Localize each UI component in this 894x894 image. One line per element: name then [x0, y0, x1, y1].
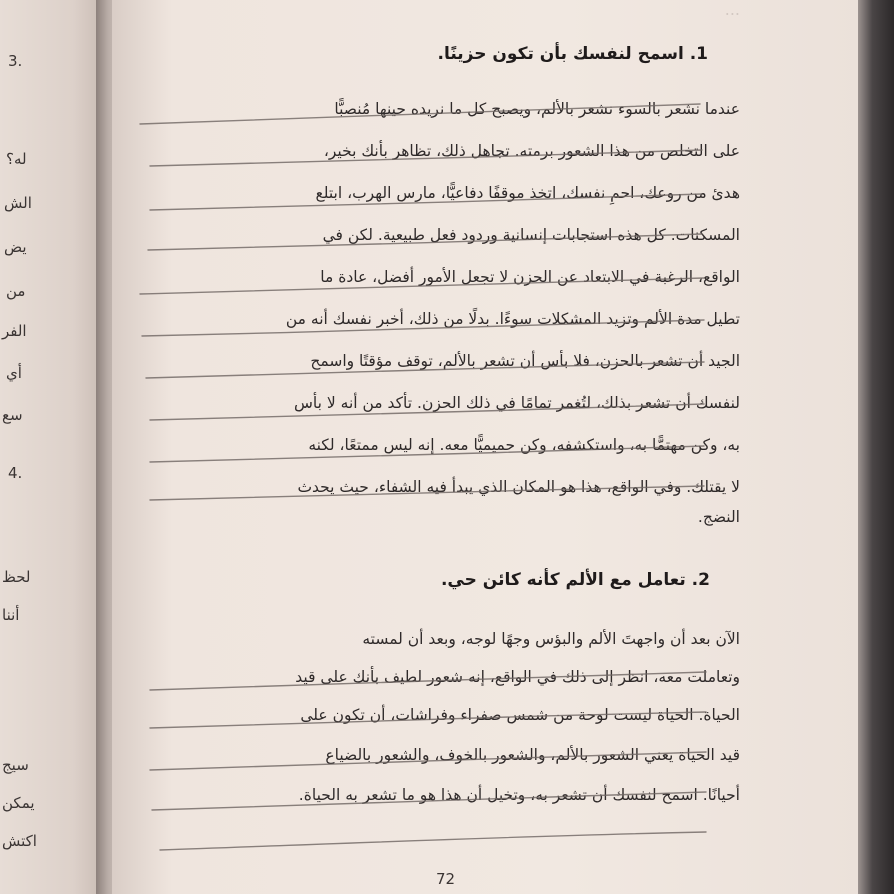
- left-fragment: من: [6, 282, 26, 300]
- left-fragment: أننا: [2, 606, 20, 624]
- section-1-line: عندما نشعر بالسوء نشعر بالألم، ويصبح كل ما نريده حينها مُنصبًّا: [334, 100, 740, 118]
- section-1-line: به، وكن مهتمًّا به، واستكشفه، وكن حميميًّا معه. إنه ليس ممتعًا، لكنه: [308, 436, 740, 454]
- section-1-line: تطيل مدة الألم وتزيد المشكلات سوءًا. بدلًا من ذلك، أخبر نفسك أنه من: [285, 310, 740, 328]
- page-edge: [858, 0, 894, 894]
- left-fragment: 4.: [8, 464, 23, 482]
- left-fragment: الش: [4, 194, 32, 212]
- left-fragment: يمكن: [2, 794, 35, 812]
- section-1-line: النضج.: [697, 508, 740, 526]
- section-2-line: أحيانًا. اسمح لنفسك أن تشعر به، وتخيل أن هذا هو ما تشعر به الحياة.: [298, 786, 740, 804]
- section-2-line: وتعاملت معه، انظر إلى ذلك في الواقع، إنه شعور لطيف بأنك على قيد: [295, 668, 740, 686]
- section-1-line: المسكنات. كل هذه استجابات إنسانية وردود فعل طبيعية. لكن في: [322, 226, 740, 244]
- section-1-heading: 1. اسمح لنفسك بأن تكون حزينًا.: [437, 44, 708, 64]
- section-1-line: هدئ من روعك، احمِ نفسك، اتخذ موقفًا دفاعيًّا، مارس الهرب، ابتلع: [315, 184, 740, 202]
- left-fragment: سع: [2, 406, 23, 424]
- left-fragment: 3.: [8, 52, 23, 70]
- left-fragment: الفر: [2, 322, 27, 340]
- left-fragment: سيج: [2, 756, 29, 774]
- left-fragment: اكتش: [2, 832, 37, 850]
- bleed-through-text: ...: [724, 0, 740, 19]
- section-2-line: الحياة. الحياة ليست لوحة من شمس صفراء وفراشات، أن تكون على: [300, 706, 740, 724]
- section-1-line: لا يقتلك. وفي الواقع، هذا هو المكان الذي يبدأ فيه الشفاء، حيث يحدث: [297, 478, 740, 496]
- left-fragment: له؟: [6, 150, 27, 168]
- section-1-line: على التخلص من هذا الشعور برمته. تجاهل ذلك، تظاهر بأنك بخير،: [323, 142, 740, 160]
- left-fragment: أي: [6, 364, 22, 382]
- section-2-line: الآن بعد أن واجهتَ الألم والبؤس وجهًا لوجه، وبعد أن لمسته: [362, 630, 740, 648]
- section-1-line: الواقع، الرغبة في الابتعاد عن الحزن لا تجعل الأمور أفضل، عادة ما: [320, 268, 740, 286]
- section-1-line: لنفسك أن تشعر بذلك، لتُغمر تمامًا في ذلك الحزن. تأكد من أنه لا بأس: [294, 394, 740, 412]
- page-number: 72: [436, 870, 456, 888]
- left-fragment: يض: [4, 238, 27, 256]
- left-fragment: لحظ: [2, 568, 31, 586]
- section-1-line: الجيد أن تشعر بالحزن، فلا بأس أن تشعر بالألم، توقف مؤقتًا واسمح: [310, 352, 740, 370]
- section-2-heading: 2. تعامل مع الألم كأنه كائن حي.: [440, 570, 710, 590]
- left-page: [0, 0, 104, 894]
- section-2-line: قيد الحياة يعني الشعور بالألم، والشعور بالخوف، والشعور بالضياع: [325, 746, 740, 764]
